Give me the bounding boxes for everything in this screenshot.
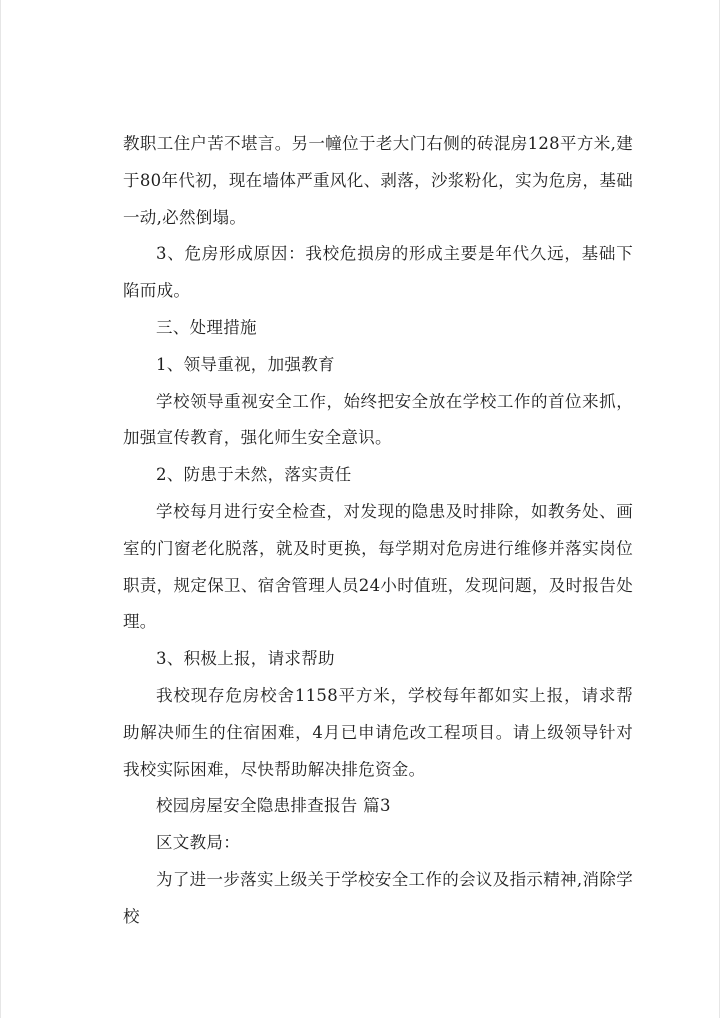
report-title-part-3: 校园房屋安全隐患排查报告 篇3 [156,796,391,816]
paragraph-dangerous-building-description: 教职工住户苦不堪言。另一幢位于老大门右侧的砖混房128平方米,建于80年代初，现在墙体严重风化、剥落，沙浆粉化，实为危房，基础一动,必然倒塌。 [123,134,633,227]
subheading-prevention: 2、防患于未然，落实责任 [156,465,352,485]
paragraph-cause: 3、危房形成原因：我校危损房的形成主要是年代久远，基础下陷而成。 [123,244,633,301]
subheading-reporting: 3、积极上报，请求帮助 [156,649,335,669]
paragraph-intro: 为了进一步落实上级关于学校安全工作的会议及指示精神,消除学校 [123,869,633,926]
paragraph-reporting: 我校现存危房校舍1158平方米，学校每年都如实上报，请求帮助解决师生的住宿困难，4月已申请危改工程项目。请上级领导针对我校实际困难，尽快帮助解决排危资金。 [123,685,633,779]
subheading-leadership: 1、领导重视，加强教育 [156,354,335,374]
salutation: 区文教局： [156,833,240,853]
section-heading-measures: 三、处理措施 [156,317,257,337]
document-body [123,126,633,936]
paragraph-prevention: 学校每月进行安全检查，对发现的隐患及时排除，如教务处、画室的门窗老化脱落，就及时更换，每学期对危房进行维修并落实岗位职责，规定保卫、宿舍管理人员24小时值班，发现问题，及时报告处理。 [123,501,633,632]
paragraph-leadership: 学校领导重视安全工作，始终把安全放在学校工作的首位来抓，加强宣传教育，强化师生安全意识。 [123,391,633,448]
